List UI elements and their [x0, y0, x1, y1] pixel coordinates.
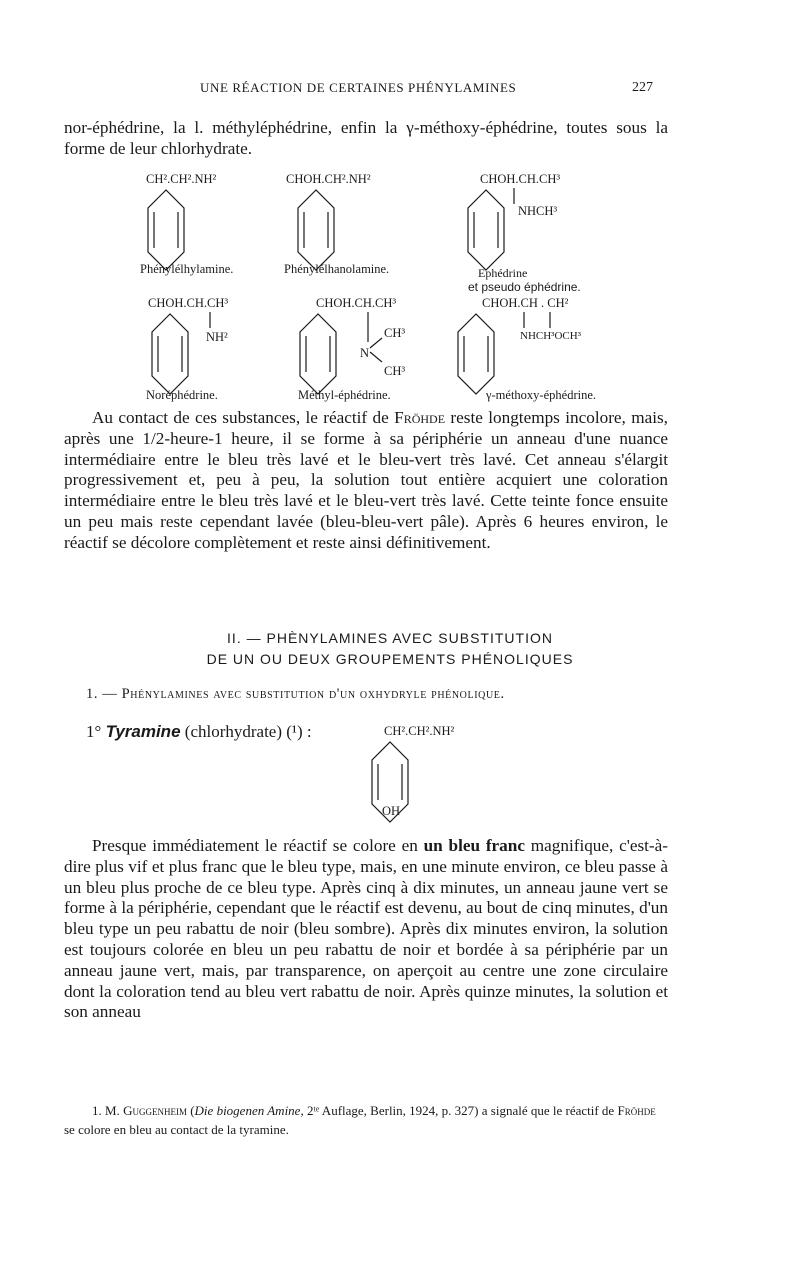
formula-methoxyephedrine: CHOH.CH . CH²: [482, 296, 569, 310]
page-number: 227: [632, 80, 653, 95]
tyramine-name: Tyramine: [105, 722, 181, 741]
caption-methoxyephedrine: γ-méthoxy-éphédrine.: [486, 388, 596, 402]
tyramine-oh: OH: [382, 804, 401, 818]
caption-ephedrine: Ephédrine: [478, 266, 528, 280]
benzene-ring-phenylethanolamine: [296, 190, 336, 272]
frohde-name: Fröhde: [394, 408, 446, 427]
paragraph-frohde-reaction: Au contact de ces substances, le réactif de Fröhde reste longtemps incolore, mais, après une 1/2-heure-1 heure, il se forme à sa périphérie un anneau d'une nuance intermédiaire entre le bleu très lavé et le bleu-vert très lavé. Cet anneau s'élargit progressivement et, peu à peu, la solution tout entière acquiert une coloration intermédiaire entre le bleu très lavé et le bleu-vert très lavé. Cette teinte fonce ensuite un peu mais reste cependant lavée (bleu-bleu-vert pâle). Après 6 heures environ, le réactif se décolore complètement et reste ainsi définitivement.: [64, 408, 668, 552]
paragraph-tyramine-reaction: Presque immédiatement le réactif se colore en un bleu franc magnifique, c'est-à-dire plus vif et plus franc que le bleu type, mais, en une minute environ, ce bleu passe à un bleu plus proche de ce bleu type. Après cinq à dix minutes, un anneau jaune vert se forme à la périphérie, cependant que le réactif est devenu, au bout de cinq minutes, d'un bleu type un peu rabattu de noir (bleu sombre). Après dix minutes environ, la solution est toujours colorée en bleu un peu rabattu de noir et bordée à sa périphérie par un anneau jaune vert, mais, par transparence, on aperçoit au centre une zone circulaire dont la coloration tend au bleu vert rabattu de noir. Après quinze minutes, la solution et son anneau: [64, 836, 669, 1022]
caption-phenylethylamine: Phénylélhylamine.: [140, 262, 234, 276]
benzene-ring-ephedrine: [466, 190, 586, 272]
footnote: 1. M. Guggenheim (Die biogenen Amine, 2ᵗᵉ Auflage, Berlin, 1924, p. 327) a signalé que le réactif de Fröhde se colore en bleu au contact de la tyramine.: [64, 1103, 656, 1137]
formula-tyramine: CH².CH².NH²: [384, 724, 455, 738]
benzene-ring-phenylethylamine: [146, 190, 186, 272]
substituent-methylephedrine-a: CH³: [384, 326, 406, 340]
formula-norephedrine: CHOH.CH.CH³: [148, 296, 229, 310]
paragraph-intro: nor-éphédrine, la l. méthyléphédrine, enfin la γ-méthoxy-éphédrine, toutes sous la forme de leur chlorhydrate.: [64, 118, 668, 158]
formula-phenylethylamine: CH².CH².NH²: [146, 172, 217, 186]
substituent-norephedrine: NH²: [206, 330, 228, 344]
running-header: UNE RÉACTION DE CERTAINES PHÉNYLAMINES: [200, 80, 517, 95]
caption-methylephedrine: Méthyl-éphédrine.: [298, 388, 391, 402]
benzene-ring-norephedrine: [150, 314, 250, 396]
formula-ephedrine: CHOH.CH.CH³: [480, 172, 561, 186]
subheading: 1. — Phénylamines avec substitution d'un oxhydryle phénolique.: [86, 686, 505, 702]
substituent-methylephedrine-n: N: [360, 346, 370, 360]
caption-norephedrine: Noréphédrine.: [146, 388, 218, 402]
tyramine-heading: 1° Tyramine (chlorhydrate) (¹) :: [86, 722, 312, 741]
caption-phenylethanolamine: Phénylélhanolamine.: [284, 262, 390, 276]
bold-phrase: un bleu franc: [423, 836, 525, 855]
section-heading: [100, 628, 680, 670]
formula-phenylethanolamine: CHOH.CH².NH²: [286, 172, 371, 186]
substituent-methylephedrine-b: CH³: [384, 364, 406, 378]
caption-ephedrine-2: et pseudo éphédrine.: [468, 280, 581, 294]
section-heading-line2: DE UN OU DEUX GROUPEMENTS PHÉNOLIQUES: [206, 651, 574, 667]
section-heading-line1: II. — PHÈNYLAMINES AVEC SUBSTITUTION: [227, 630, 553, 646]
benzene-ring-methoxyephedrine: [456, 314, 596, 396]
substituent-ephedrine: NHCH³: [518, 204, 558, 218]
benzene-ring-methylephedrine: [298, 314, 398, 396]
substituent-methoxyephedrine: NHCH³OCH³: [520, 330, 581, 342]
formula-methylephedrine: CHOH.CH.CH³: [316, 296, 397, 310]
